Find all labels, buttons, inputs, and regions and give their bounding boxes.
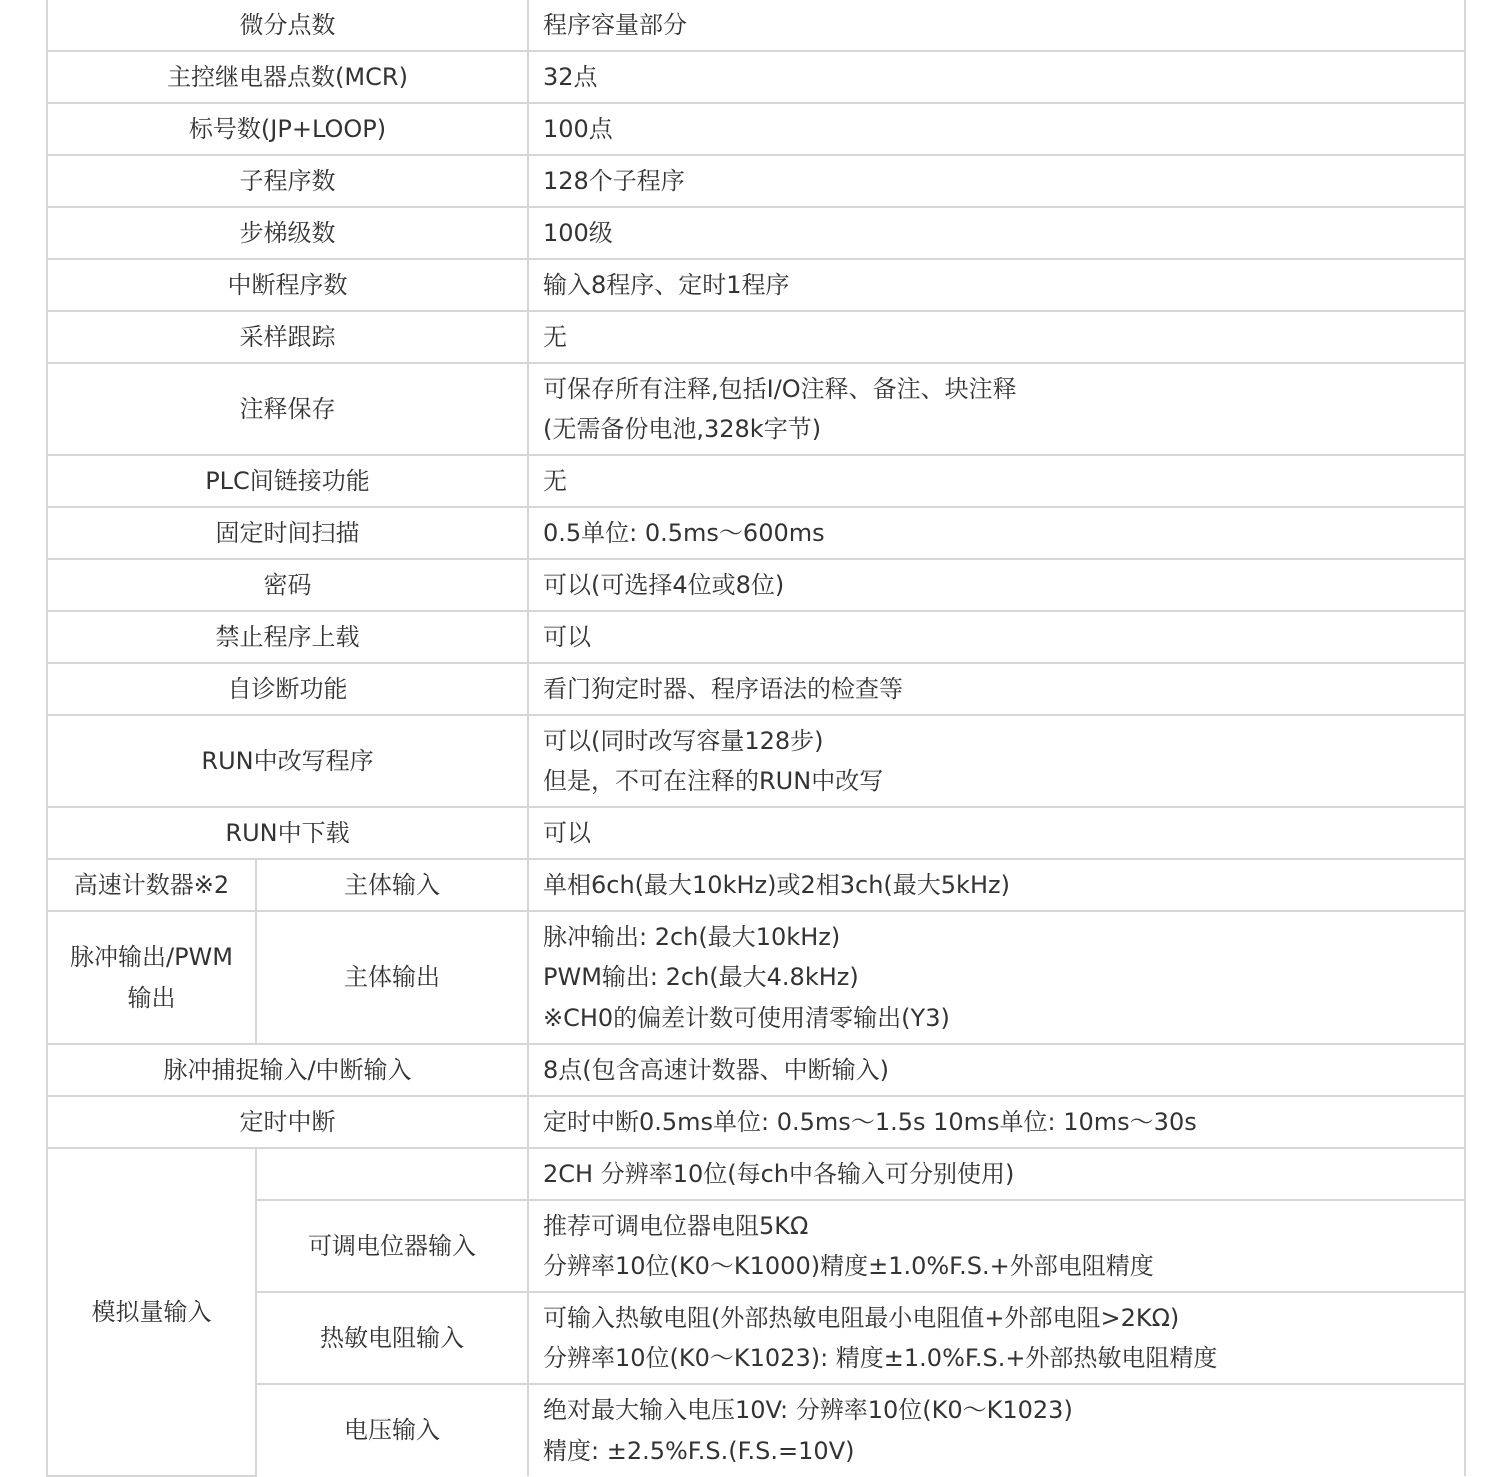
- spec-subkey-empty: [256, 1148, 528, 1200]
- spec-key: RUN中改写程序: [47, 715, 528, 807]
- spec-key: 注释保存: [47, 363, 528, 455]
- value-line: 精度: ±2.5%F.S.(F.S.=10V): [543, 1436, 855, 1465]
- spec-value: 定时中断0.5ms单位: 0.5ms～1.5s 10ms单位: 10ms～30s: [528, 1096, 1465, 1148]
- table-row: [47, 1384, 1465, 1476]
- table-row: [47, 259, 1465, 311]
- table-row: [47, 507, 1465, 559]
- table-row-pulse-output: [47, 911, 1465, 1044]
- spec-value: 128个子程序: [528, 155, 1465, 207]
- spec-key: 子程序数: [47, 155, 528, 207]
- spec-table: [46, 0, 1466, 1477]
- spec-subkey: 热敏电阻输入: [256, 1292, 528, 1384]
- value-line: 分辨率10位(K0～K1000)精度±1.0%F.S.+外部电阻精度: [543, 1252, 1154, 1280]
- spec-key: 高速计数器※2: [47, 859, 256, 911]
- spec-value: [528, 911, 1465, 1044]
- table-row: [47, 663, 1465, 715]
- spec-value: 0.5单位: 0.5ms～600ms: [528, 507, 1465, 559]
- value-line: 可输入热敏电阻(外部热敏电阻最小电阻值+外部电阻>2KΩ): [543, 1303, 1180, 1332]
- table-row-analog-input: [47, 1148, 1465, 1200]
- spec-value: 可以: [528, 611, 1465, 663]
- spec-key: [47, 911, 256, 1044]
- spec-subkey: 可调电位器输入: [256, 1200, 528, 1292]
- spec-key: RUN中下载: [47, 807, 528, 859]
- spec-subkey: 主体输入: [256, 859, 528, 911]
- spec-key: 定时中断: [47, 1096, 528, 1148]
- key-line: 脉冲输出/PWM: [70, 943, 233, 971]
- spec-key: 自诊断功能: [47, 663, 528, 715]
- table-row: [47, 559, 1465, 611]
- value-line: 但是，不可在注释的RUN中改写: [543, 767, 884, 795]
- spec-value: 32点: [528, 51, 1465, 103]
- spec-value: 可以(可选择4位或8位): [528, 559, 1465, 611]
- table-row: [47, 0, 1465, 51]
- spec-key: 采样跟踪: [47, 311, 528, 363]
- value-line: 绝对最大输入电压10V: 分辨率10位(K0～K1023): [543, 1396, 1073, 1424]
- value-line: 分辨率10位(K0～K1023): 精度±1.0%F.S.+外部热敏电阻精度: [543, 1344, 1218, 1372]
- value-line: PWM输出: 2ch(最大4.8kHz): [543, 963, 859, 992]
- spec-key: 标号数(JP+LOOP): [47, 103, 528, 155]
- table-row: [47, 1096, 1465, 1148]
- table-row: [47, 103, 1465, 155]
- spec-key: PLC间链接功能: [47, 455, 528, 507]
- spec-key: 步梯级数: [47, 207, 528, 259]
- spec-value: [528, 1200, 1465, 1292]
- table-row: [47, 155, 1465, 207]
- spec-key: 密码: [47, 559, 528, 611]
- table-row-high-speed-counter: [47, 859, 1465, 911]
- spec-value: 100级: [528, 207, 1465, 259]
- table-row: [47, 455, 1465, 507]
- spec-value: 100点: [528, 103, 1465, 155]
- spec-value: 8点(包含高速计数器、中断输入): [528, 1044, 1465, 1096]
- spec-subkey: 主体输出: [256, 911, 528, 1044]
- spec-value: 无: [528, 311, 1465, 363]
- table-row: [47, 611, 1465, 663]
- spec-key: 中断程序数: [47, 259, 528, 311]
- spec-key: 主控继电器点数(MCR): [47, 51, 528, 103]
- value-line: 脉冲输出: 2ch(最大10kHz): [543, 922, 841, 951]
- spec-key: 脉冲捕捉输入/中断输入: [47, 1044, 528, 1096]
- spec-value: [528, 1384, 1465, 1476]
- table-row: [47, 715, 1465, 807]
- table-row: [47, 1044, 1465, 1096]
- spec-key: 禁止程序上载: [47, 611, 528, 663]
- spec-value: [528, 715, 1465, 807]
- table-row: [47, 51, 1465, 103]
- table-row: [47, 207, 1465, 259]
- value-line: (无需备份电池,328k字节): [543, 415, 822, 443]
- spec-value: 可以: [528, 807, 1465, 859]
- spec-value: [528, 363, 1465, 455]
- table-row: [47, 1292, 1465, 1384]
- value-line: 推荐可调电位器电阻5KΩ: [543, 1211, 809, 1240]
- spec-value: 程序容量部分: [528, 0, 1465, 51]
- table-row: [47, 1200, 1465, 1292]
- table-row: [47, 311, 1465, 363]
- spec-subkey: 电压输入: [256, 1384, 528, 1476]
- spec-value: 输入8程序、定时1程序: [528, 259, 1465, 311]
- spec-key: 模拟量输入: [47, 1148, 256, 1476]
- value-line: ※CH0的偏差计数可使用清零输出(Y3): [543, 1003, 950, 1032]
- value-line: 可以(同时改写容量128步): [543, 726, 824, 755]
- spec-value: 2CH 分辨率10位(每ch中各输入可分别使用): [528, 1148, 1465, 1200]
- spec-value: 无: [528, 455, 1465, 507]
- value-line: 可保存所有注释,包括I/O注释、备注、块注释: [543, 374, 1017, 403]
- spec-value: [528, 1292, 1465, 1384]
- table-row: [47, 807, 1465, 859]
- table-row: [47, 363, 1465, 455]
- spec-value: 看门狗定时器、程序语法的检查等: [528, 663, 1465, 715]
- spec-value: 单相6ch(最大10kHz)或2相3ch(最大5kHz): [528, 859, 1465, 911]
- spec-key: 固定时间扫描: [47, 507, 528, 559]
- spec-key: 微分点数: [47, 0, 528, 51]
- key-line: 输出: [127, 983, 176, 1012]
